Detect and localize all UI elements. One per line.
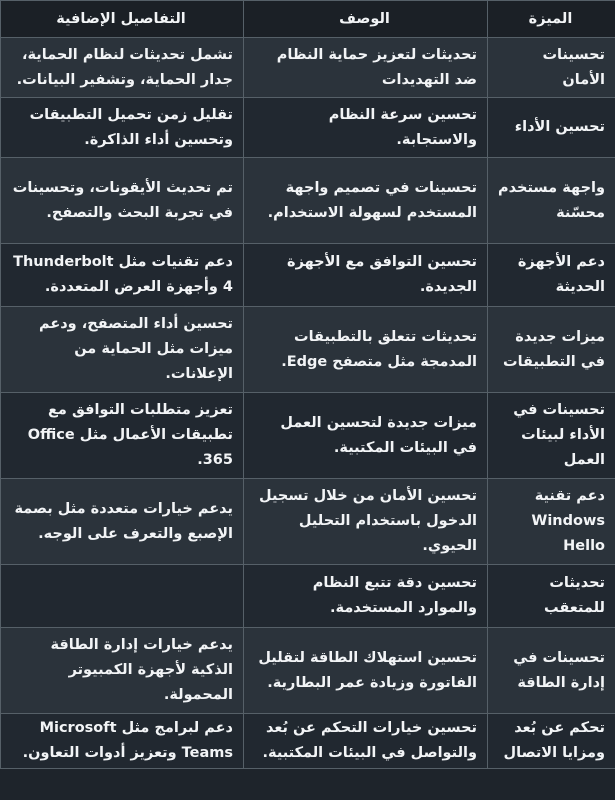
details-cell: يدعم خيارات متعددة مثل بصمة الإصبع والتعرف على الوجه. (1, 479, 244, 565)
description-cell: ميزات جديدة لتحسين العمل في البيئات المكتبية. (244, 393, 488, 479)
details-cell: دعم تقنيات مثل Thunderbolt 4 وأجهزة العرض المتعددة. (1, 244, 244, 307)
feature-cell: تحديثات للمتعقب (488, 565, 615, 628)
table-header-row (1, 1, 615, 38)
details-cell (1, 565, 244, 628)
details-cell: تشمل تحديثات لنظام الحماية، جدار الحماية، وتشفير البيانات. (1, 38, 244, 98)
details-cell: دعم لبرامج مثل Microsoft Teams وتعزيز أدوات التعاون. (1, 714, 244, 769)
feature-cell: تحسين الأداء (488, 98, 615, 158)
table-row (1, 38, 615, 98)
table-row (1, 158, 615, 244)
details-cell: تم تحديث الأيقونات، وتحسينات في تجربة البحث والتصفح. (1, 158, 244, 244)
table-row (1, 307, 615, 393)
details-cell: تعزيز متطلبات التوافق مع تطبيقات الأعمال مثل Office 365. (1, 393, 244, 479)
description-cell: تحسين دقة تتبع النظام والموارد المستخدمة. (244, 565, 488, 628)
table-row (1, 628, 615, 714)
description-cell: تحسين سرعة النظام والاستجابة. (244, 98, 488, 158)
table-row (1, 479, 615, 565)
header-details: التفاصيل الإضافية (1, 1, 244, 38)
feature-cell: تحسينات الأمان (488, 38, 615, 98)
details-cell: يدعم خيارات إدارة الطاقة الذكية لأجهزة الكمبيوتر المحمولة. (1, 628, 244, 714)
feature-cell: تحسينات في إدارة الطاقة (488, 628, 615, 714)
details-cell: تقليل زمن تحميل التطبيقات وتحسين أداء الذاكرة. (1, 98, 244, 158)
feature-cell: تحسينات في الأداء لبيئات العمل (488, 393, 615, 479)
description-cell: تحسين التوافق مع الأجهزة الجديدة. (244, 244, 488, 307)
feature-cell: واجهة مستخدم محسّنة (488, 158, 615, 244)
feature-cell: ميزات جديدة في التطبيقات (488, 307, 615, 393)
description-cell: تحسين استهلاك الطاقة لتقليل الفاتورة وزيادة عمر البطارية. (244, 628, 488, 714)
table-row (1, 393, 615, 479)
table-row (1, 565, 615, 628)
table-row (1, 714, 615, 769)
details-cell: تحسين أداء المتصفح، ودعم ميزات مثل الحماية من الإعلانات. (1, 307, 244, 393)
header-feature: الميزة (488, 1, 615, 38)
feature-cell: دعم تقنية Windows Hello (488, 479, 615, 565)
table-row (1, 244, 615, 307)
description-cell: تحسين الأمان من خلال تسجيل الدخول باستخدام التحليل الحيوي. (244, 479, 488, 565)
table-row (1, 98, 615, 158)
feature-cell: تحكم عن بُعد ومزايا الاتصال (488, 714, 615, 769)
description-cell: تحسينات في تصميم واجهة المستخدم لسهولة الاستخدام. (244, 158, 488, 244)
feature-cell: دعم الأجهزة الحديثة (488, 244, 615, 307)
description-cell: تحديثات تتعلق بالتطبيقات المدمجة مثل متصفح Edge. (244, 307, 488, 393)
description-cell: تحديثات لتعزيز حماية النظام ضد التهديدات (244, 38, 488, 98)
header-description: الوصف (244, 1, 488, 38)
description-cell: تحسين خيارات التحكم عن بُعد والتواصل في البيئات المكتبية. (244, 714, 488, 769)
